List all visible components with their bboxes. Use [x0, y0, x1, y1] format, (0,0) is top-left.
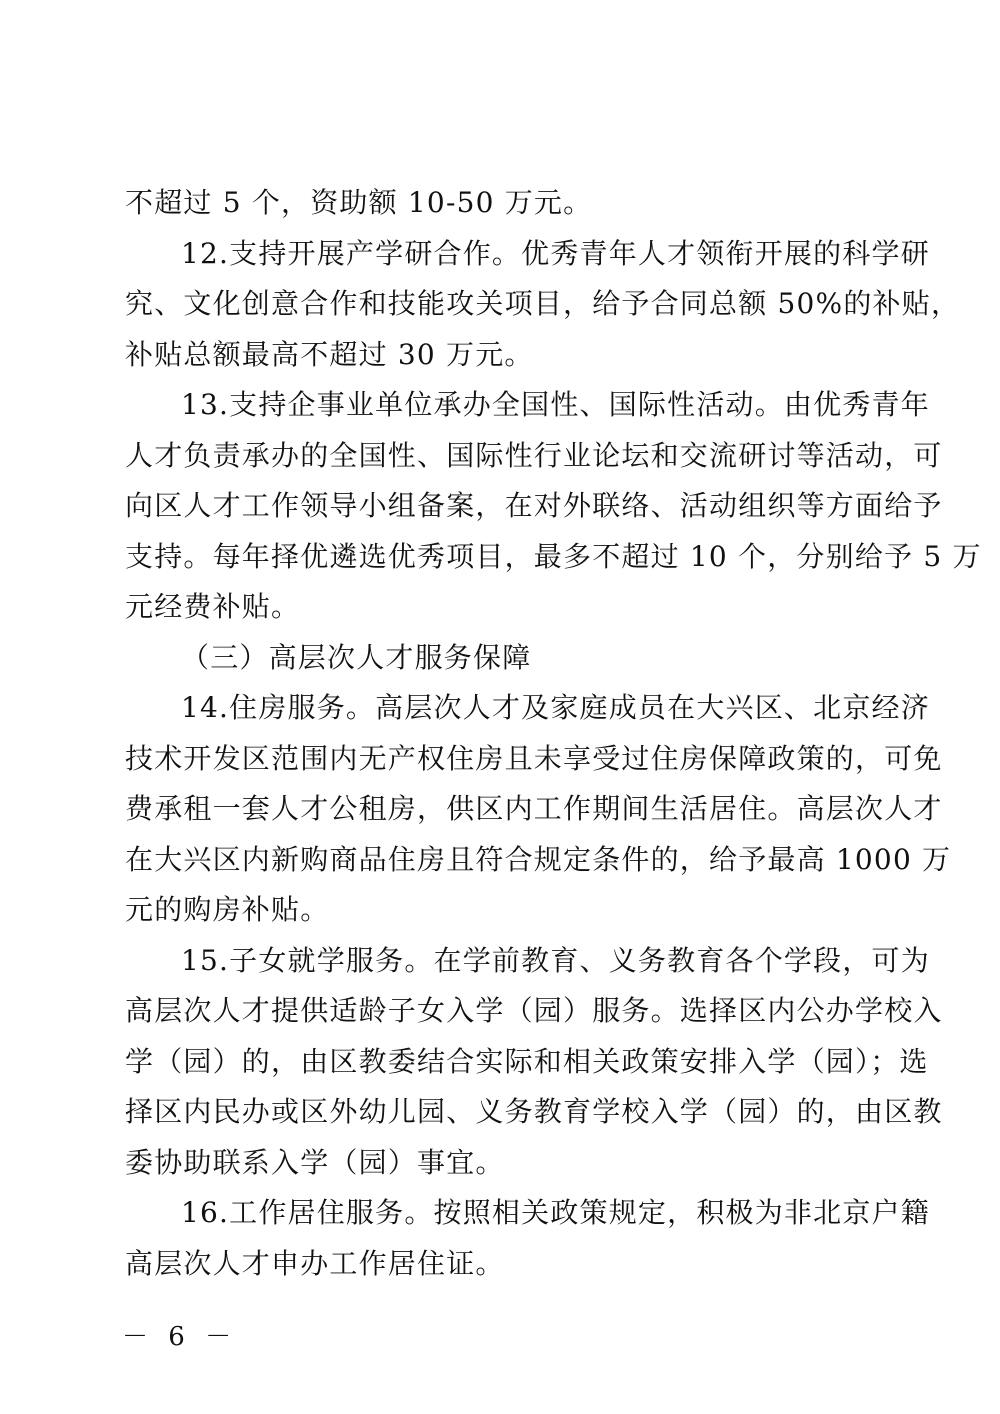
- text-line: 元的购房补贴。: [125, 893, 330, 926]
- text-line: 不超过 5 个，资助额 10-50 万元。: [125, 186, 593, 219]
- text-line: 13.支持企事业单位承办全国性、国际性活动。由优秀青年: [181, 388, 930, 421]
- text-line: 委协助联系入学（园）事宜。: [125, 1145, 505, 1179]
- paragraph: [125, 1188, 930, 1289]
- text-line: 高层次人才申办工作居住证。: [125, 1246, 505, 1280]
- text-line: 支持。每年择优遴选优秀项目，最多不超过 10 个，分别给予 5 万: [125, 539, 982, 573]
- text-line: 12.支持开展产学研合作。优秀青年人才领衔开展的科学研: [181, 236, 930, 270]
- section-heading: [125, 633, 877, 684]
- text-line: 15.子女就学服务。在学前教育、义务教育各个学段，可为: [181, 943, 930, 977]
- text-line: （三）高层次人才服务保障: [181, 640, 532, 674]
- document-body: [125, 178, 982, 1289]
- text-line: 向区人才工作领导小组备案，在对外联络、活动组织等方面给予: [125, 489, 943, 522]
- text-line: 技术开发区范围内无产权住房且未享受过住房保障政策的，可免: [125, 741, 943, 775]
- text-line: 学（园）的，由区教委结合实际和相关政策安排入学（园）；选: [125, 1044, 929, 1078]
- text-line: 人才负责承办的全国性、国际性行业论坛和交流研讨等活动，可: [125, 438, 943, 472]
- text-line: 高层次人才提供适龄子女入学（园）服务。选择区内公办学校入: [125, 994, 943, 1027]
- paragraph: [125, 936, 943, 1189]
- paragraph: [125, 380, 982, 633]
- text-line: 补贴总额最高不超过 30 万元。: [125, 337, 534, 371]
- text-line: 14.住房服务。高层次人才及家庭成员在大兴区、北京经济: [181, 691, 930, 724]
- paragraph: [125, 178, 877, 229]
- text-line: 究、文化创意合作和技能攻关项目，给予合同总额 50%的补贴，: [125, 287, 961, 320]
- text-line: 元经费补贴。: [125, 590, 301, 623]
- paragraph: [125, 683, 952, 936]
- text-line: 16.工作居住服务。按照相关政策规定，积极为非北京户籍: [181, 1196, 930, 1229]
- paragraph: [125, 229, 961, 381]
- text-line: 择区内民办或区外幼儿园、义务教育学校入学（园）的，由区教: [125, 1095, 943, 1128]
- text-line: 在大兴区内新购商品住房且符合规定条件的，给予最高 1000 万: [125, 842, 952, 876]
- text-line: 费承租一套人才公租房，供区内工作期间生活居住。高层次人才: [125, 792, 943, 825]
- page-number: － 6 －: [122, 1322, 238, 1352]
